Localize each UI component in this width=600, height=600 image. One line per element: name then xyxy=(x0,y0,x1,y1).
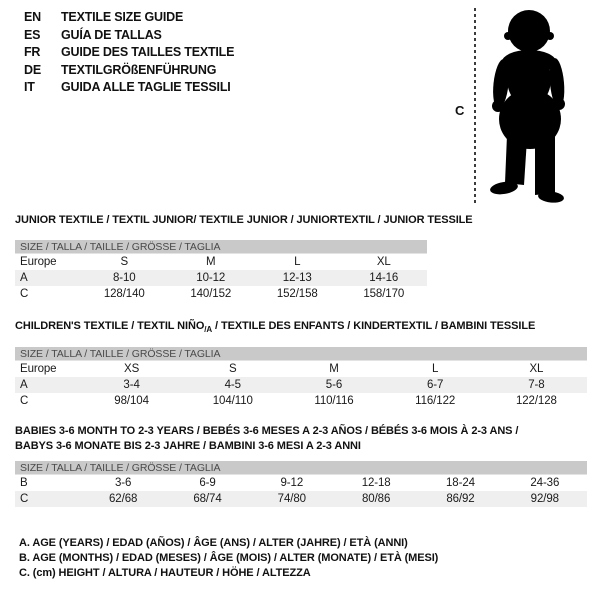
cell: 74/80 xyxy=(277,493,306,505)
cell: 98/104 xyxy=(114,395,149,407)
cell: 6-9 xyxy=(199,477,216,489)
cell: 152/158 xyxy=(276,288,318,300)
cell: 14-16 xyxy=(369,272,399,284)
cell: 8-10 xyxy=(112,272,136,284)
cell: M xyxy=(329,363,339,375)
cell: XS xyxy=(124,363,140,375)
table-row xyxy=(15,491,587,507)
lang-row-fr xyxy=(24,44,234,62)
lang-code: ES xyxy=(24,27,41,42)
lang-row-de xyxy=(24,62,234,80)
children-size-header: SIZE / TALLA / TAILLE / GRÖSSE / TAGLIA xyxy=(15,347,587,361)
children-title-part1: CHILDREN'S TEXTILE / TEXTIL NIÑO xyxy=(15,320,205,332)
language-header xyxy=(24,9,234,97)
lang-label: GUIDE DES TAILLES TEXTILE xyxy=(61,45,235,59)
table-row xyxy=(15,377,587,393)
junior-table-title: JUNIOR TEXTILE / TEXTIL JUNIOR/ TEXTILE JUNIOR / JUNIORTEXTIL / JUNIOR TESSILE xyxy=(15,214,473,226)
babies-title-line1: BABIES 3-6 MONTH TO 2-3 YEARS / BEBÉS 3-6 MESES A 2-3 AÑOS / BÉBÉS 3-6 MOIS À 2-3 ANS / xyxy=(15,425,519,437)
height-measure-dashed-line xyxy=(474,8,476,206)
children-title-part2: / TEXTILE DES ENFANTS / KINDERTEXTIL / BAMBINI TESSILE xyxy=(212,320,536,332)
cell: 158/170 xyxy=(363,288,405,300)
cell: 24-36 xyxy=(530,477,560,489)
cell: 9-12 xyxy=(280,477,304,489)
cell: 86/92 xyxy=(446,493,475,505)
table-row xyxy=(15,393,587,409)
cell: 6-7 xyxy=(426,379,444,391)
junior-table xyxy=(15,240,427,302)
row-label: Europe xyxy=(20,363,57,375)
lang-code: IT xyxy=(24,80,35,94)
babies-table xyxy=(15,461,587,507)
lang-row-es xyxy=(24,27,234,45)
lang-label: TEXTILE SIZE GUIDE xyxy=(61,10,184,24)
row-label: B xyxy=(20,477,28,489)
cell: XL xyxy=(376,256,391,268)
cell: 3-4 xyxy=(123,379,140,391)
lang-row-en xyxy=(24,9,234,27)
cell: 18-24 xyxy=(446,477,475,489)
row-label: A xyxy=(20,379,28,391)
footnote-height: C. (cm) HEIGHT / ALTURA / HAUTEUR / HÖHE / ALTEZZA xyxy=(19,567,311,579)
cell: M xyxy=(206,256,216,268)
toddler-silhouette-icon xyxy=(485,5,581,209)
footnotes xyxy=(19,536,438,581)
cell: 80/86 xyxy=(362,493,391,505)
cell: L xyxy=(294,256,301,268)
footnote-age-months: B. AGE (MONTHS) / EDAD (MESES) / ÂGE (MOIS) / ALTER (MONATE) / ETÀ (MESI) xyxy=(19,552,439,564)
cell: 92/98 xyxy=(530,493,559,505)
children-table xyxy=(15,347,587,409)
babies-title-line2: BABYS 3-6 MONATE BIS 2-3 JAHRE / BAMBINI 3-6 MESI A 2-3 ANNI xyxy=(15,439,361,452)
table-row xyxy=(15,254,427,270)
row-label: A xyxy=(20,272,28,284)
row-label: C xyxy=(20,288,29,300)
row-label: Europe xyxy=(20,256,57,268)
cell: 10-12 xyxy=(196,272,226,284)
children-title-sub: /A xyxy=(204,325,213,335)
children-table-title xyxy=(15,319,593,338)
cell: 3-6 xyxy=(115,477,132,489)
row-label: C xyxy=(20,395,29,407)
cell: 68/74 xyxy=(193,493,222,505)
cell: 12-13 xyxy=(282,272,312,284)
cell: S xyxy=(120,256,129,268)
cell: L xyxy=(432,363,439,375)
cell: 7-8 xyxy=(528,379,545,391)
babies-size-header: SIZE / TALLA / TAILLE / GRÖSSE / TAGLIA xyxy=(15,461,587,475)
cell: 104/110 xyxy=(212,395,253,407)
cell: 128/140 xyxy=(103,288,145,300)
table-row xyxy=(15,475,587,491)
lang-code: FR xyxy=(24,45,41,59)
lang-label: GUIDA ALLE TAGLIE TESSILI xyxy=(61,80,231,94)
footnote-age-years: A. AGE (YEARS) / EDAD (AÑOS) / ÂGE (ANS) / ALTER (JAHRE) / ETÀ (ANNI) xyxy=(19,537,408,549)
lang-label: TEXTILGRÖßENFÜHRUNG xyxy=(61,62,217,77)
table-row xyxy=(15,361,587,377)
lang-row-it xyxy=(24,79,234,97)
cell: 116/122 xyxy=(415,395,456,407)
cell: 5-6 xyxy=(325,379,343,391)
cell: 4-5 xyxy=(224,379,241,391)
cell: 122/128 xyxy=(515,395,557,407)
cell: S xyxy=(228,363,237,375)
junior-size-header: SIZE / TALLA / TAILLE / GRÖSSE / TAGLIA xyxy=(15,240,427,254)
cell: 12-18 xyxy=(361,477,391,489)
lang-code: DE xyxy=(24,62,41,77)
cell: 62/68 xyxy=(109,493,138,505)
lang-label: GUÍA DE TALLAS xyxy=(61,27,162,42)
lang-code: EN xyxy=(24,10,41,24)
table-row xyxy=(15,270,427,286)
table-row xyxy=(15,286,427,302)
babies-table-title xyxy=(15,424,593,453)
height-measure-label: C xyxy=(455,103,465,118)
cell: XL xyxy=(529,363,544,375)
cell: 110/116 xyxy=(314,395,354,407)
row-label: C xyxy=(20,493,29,505)
cell: 140/152 xyxy=(190,288,232,300)
